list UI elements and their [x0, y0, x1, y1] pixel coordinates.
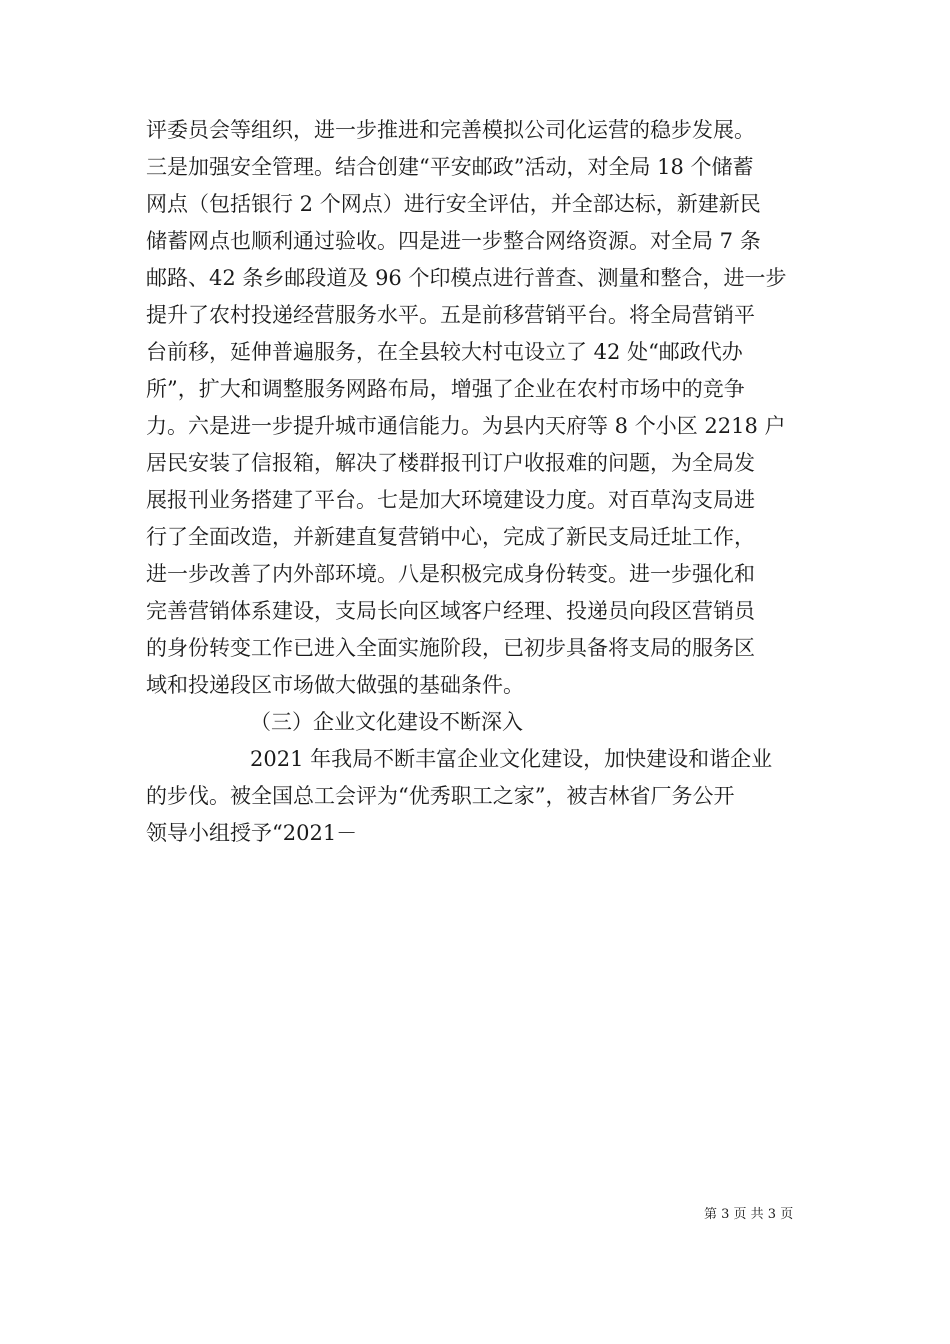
- page-number: 第 3 页 共 3 页: [704, 1207, 794, 1222]
- section-line: 2021 年我局不断丰富企业文化建设，加快建设和谐企业: [250, 747, 773, 771]
- page-footer: [0, 1203, 950, 1223]
- body-line: 展报刊业务搭建了平台。七是加大环境建设力度。对百草沟支局进: [146, 488, 755, 512]
- body-line: 居民安装了信报箱，解决了楼群报刊订户收报难的问题，为全局发: [146, 451, 755, 475]
- section-line: 的步伐。被全国总工会评为“优秀职工之家”，被吉林省厂务公开: [146, 784, 735, 808]
- body-line: 力。六是进一步提升城市通信能力。为县内天府等 8 个小区 2218 户: [146, 414, 786, 438]
- body-line: 网点（包括银行 2 个网点）进行安全评估，并全部达标，新建新民: [146, 192, 761, 216]
- body-line: 进一步改善了内外部环境。八是积极完成身份转变。进一步强化和: [146, 562, 755, 586]
- body-line: 域和投递段区市场做大做强的基础条件。: [146, 673, 524, 697]
- document-body: [146, 112, 816, 852]
- body-line: 的身份转变工作已进入全面实施阶段，已初步具备将支局的服务区: [146, 636, 755, 660]
- body-line: 所”，扩大和调整服务网路布局，增强了企业在农村市场中的竞争: [146, 377, 745, 401]
- body-line: 完善营销体系建设，支局长向区域客户经理、投递员向段区营销员: [146, 599, 755, 623]
- section-heading: （三）企业文化建设不断深入: [250, 710, 523, 734]
- body-line: 评委员会等组织，进一步推进和完善模拟公司化运营的稳步发展。: [146, 118, 755, 142]
- body-line: 三是加强安全管理。结合创建“平安邮政”活动，对全局 18 个储蓄: [146, 155, 754, 179]
- section-line: 领导小组授予“2021－: [146, 821, 358, 845]
- body-line: 邮路、42 条乡邮段道及 96 个印模点进行普查、测量和整合，进一步: [146, 266, 787, 290]
- body-line: 行了全面改造，并新建直复营销中心，完成了新民支局迁址工作，: [146, 525, 755, 549]
- body-line: 台前移，延伸普遍服务，在全县较大村屯设立了 42 处“邮政代办: [146, 340, 743, 364]
- body-line: 储蓄网点也顺利通过验收。四是进一步整合网络资源。对全局 7 条: [146, 229, 761, 253]
- body-line: 提升了农村投递经营服务水平。五是前移营销平台。将全局营销平: [146, 303, 755, 327]
